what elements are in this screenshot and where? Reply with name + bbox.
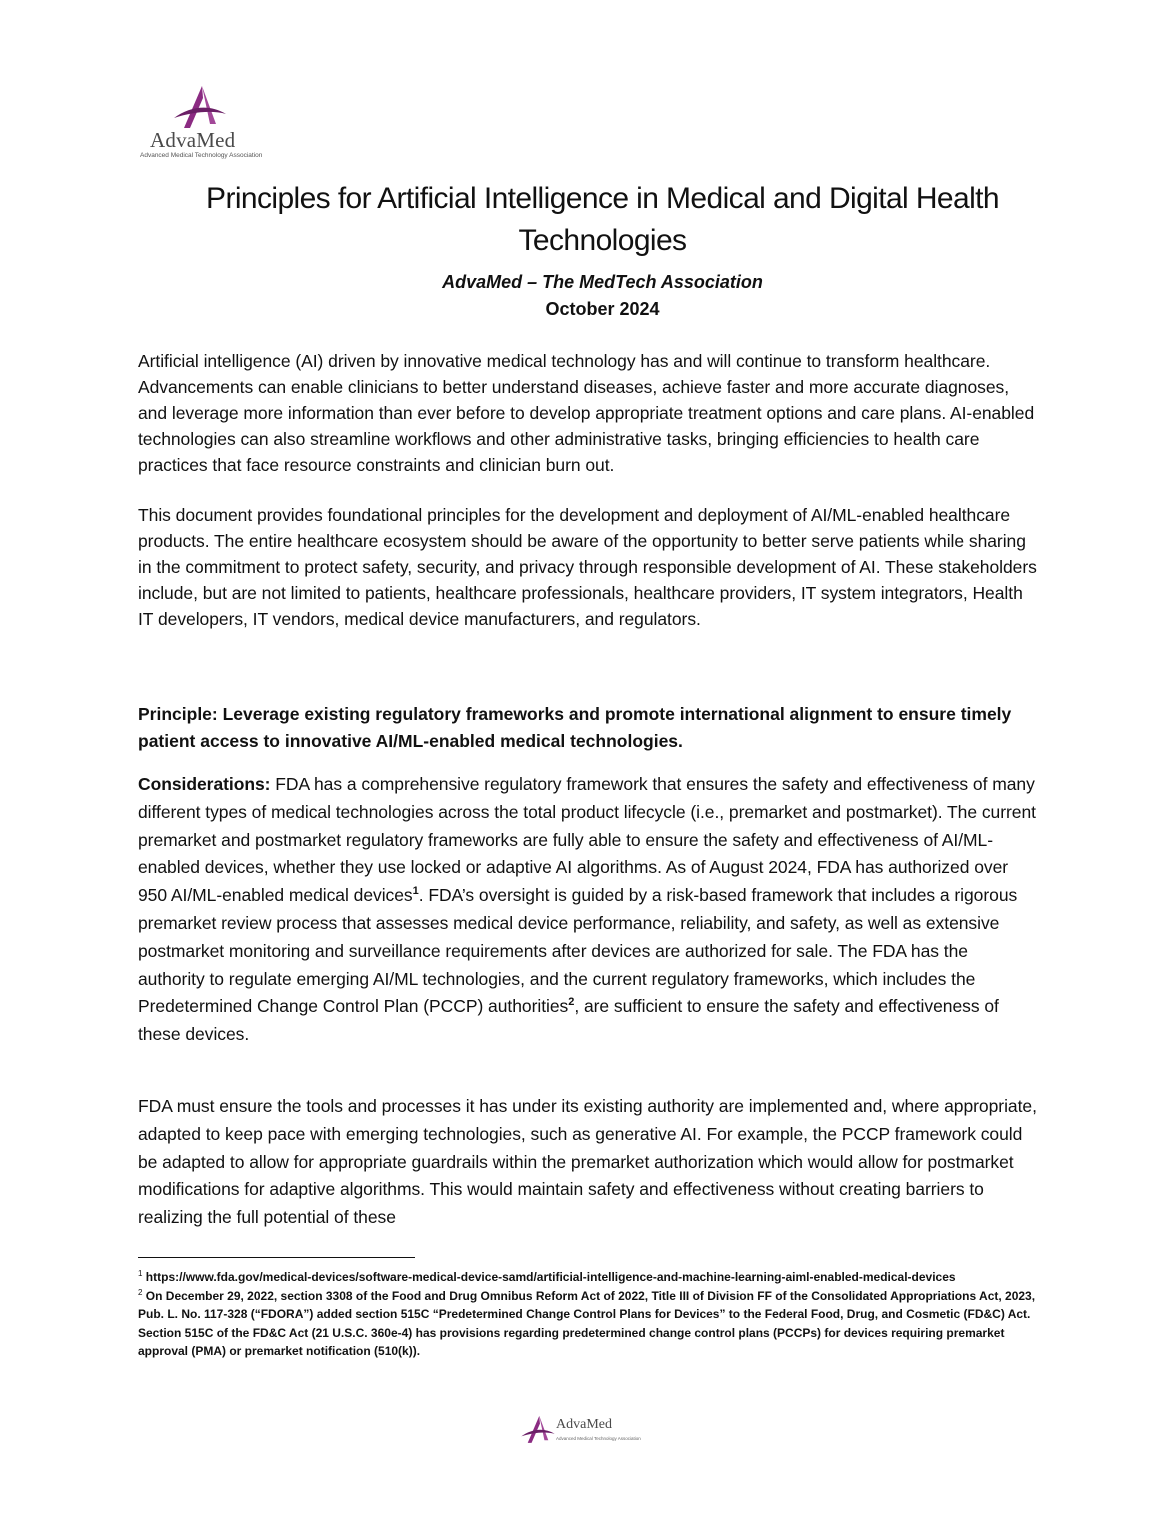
footnote-ref-2[interactable]: 2 xyxy=(568,996,575,1009)
footer-logo-wordmark: AdvaMed xyxy=(556,1417,612,1432)
logo-wordmark: AdvaMed xyxy=(150,128,236,152)
footnote-text: On December 29, 2022, section 3308 of the Food and Drug Omnibus Reform Act of 2022, Title III of Division FF of the Consolidated Appropriations Act, 2023, Pub. L. No. 117-328 (“FDORA”) added section 515C “Predetermined Change Control Plans for Devices” to the Federal Food, Drug, and Cosmetic (FD&C) Act. Section 515C of the FD&C Act (21 U.S.C. 360e-4) has provisions regarding predetermined change control plans (PCCPs) for devices requiring premarket approval (PMA) or premarket notification (510(k)). xyxy=(138,1288,1036,1358)
footnote-num: 1 xyxy=(138,1269,143,1278)
footer-logo-tagline: Advanced Medical Technology Association xyxy=(556,1436,641,1441)
footnote-divider xyxy=(138,1257,415,1258)
considerations-text-c: , are sufficient to ensure the safety and effectiveness of these devices. xyxy=(138,996,999,1045)
advamed-a-icon xyxy=(172,84,228,132)
header-logo xyxy=(140,84,270,164)
logo-tagline: Advanced Medical Technology Association xyxy=(140,152,263,159)
intro-paragraph: Artificial intelligence (AI) driven by innovative medical technology has and will continue to transform healthcare. Advancements can enable clinicians to better understand diseases, achieve faster and more accurate diagnoses, and leverage more information than ever before to develop appropriate treatment options and care plans. AI-enabled technologies can also streamline workflows and other administrative tasks, bringing efficiencies to health care practices that face resource constraints and clinician burn out. xyxy=(138,351,1035,475)
subtitle: AdvaMed – The MedTech Association xyxy=(442,272,763,292)
considerations-paragraph xyxy=(138,771,1038,1049)
footnote-num: 2 xyxy=(138,1287,143,1297)
advamed-a-icon xyxy=(520,1412,556,1448)
footnote-ref-1[interactable]: 1 xyxy=(412,885,419,898)
publication-date: October 2024 xyxy=(545,299,660,319)
considerations-text-a: FDA has a comprehensive regulatory framework that ensures the safety and effectiveness of many different types of medical technologies across the total product lifecycle (i.e., premarket and postmarket). The current premarket and postmarket regulatory frameworks are fully able to ensure the safety and effectiveness of AI/ML-enabled devices, whether they use locked or adaptive AI algorithms. As of August 2024, FDA has authorized over 950 AI/ML-enabled medical devices xyxy=(138,774,1036,906)
footnote-2 xyxy=(138,1287,1038,1361)
page-title: Principles for Artificial Intelligence in Medical and Digital Health Technologies xyxy=(206,182,999,257)
footer-logo xyxy=(520,1412,670,1452)
considerations-label: Considerations: xyxy=(138,774,271,794)
considerations-text-b: . FDA’s oversight is guided by a risk-based framework that includes a rigorous premarket review process that assesses medical device performance, reliability, and safety, as well as extensive postmarket monitoring and surveillance requirements after devices are authorized for sale. The FDA has the authority to regulate emerging AI/ML technologies, and the current regulatory frameworks, which includes the Predetermined Change Control Plan (PCCP) authorities xyxy=(138,885,1018,1017)
footnote-1 xyxy=(138,1268,1038,1287)
footnotes xyxy=(138,1268,1038,1361)
scope-paragraph: This document provides foundational principles for the development and deployment of AI/ML-enabled healthcare products. The entire healthcare ecosystem should be aware of the opportunity to better serve patients while sharing in the commitment to protect safety, security, and privacy through responsible development of AI. These stakeholders include, but are not limited to patients, healthcare professionals, healthcare providers, IT system integrators, Health IT developers, IT vendors, medical device manufacturers, and regulators. xyxy=(138,505,1037,629)
principle-heading: Principle: Leverage existing regulatory frameworks and promote international alignment to ensure timely patient access to innovative AI/ML-enabled medical technologies. xyxy=(138,704,1012,751)
footnote-link[interactable]: https://www.fda.gov/medical-devices/software-medical-device-samd/artificial-intelligence-and-machine-learning-aiml-enabled-medical-devices xyxy=(142,1270,956,1284)
fda-paragraph: FDA must ensure the tools and processes it has under its existing authority are implemented and, where appropriate, adapted to keep pace with emerging technologies, such as generative AI. For example, the PCCP framework could be adapted to allow for appropriate guardrails within the premarket authorization which would allow for postmarket modifications for adaptive algorithms. This would maintain safety and effectiveness without creating barriers to realizing the full potential of these xyxy=(138,1096,1037,1228)
